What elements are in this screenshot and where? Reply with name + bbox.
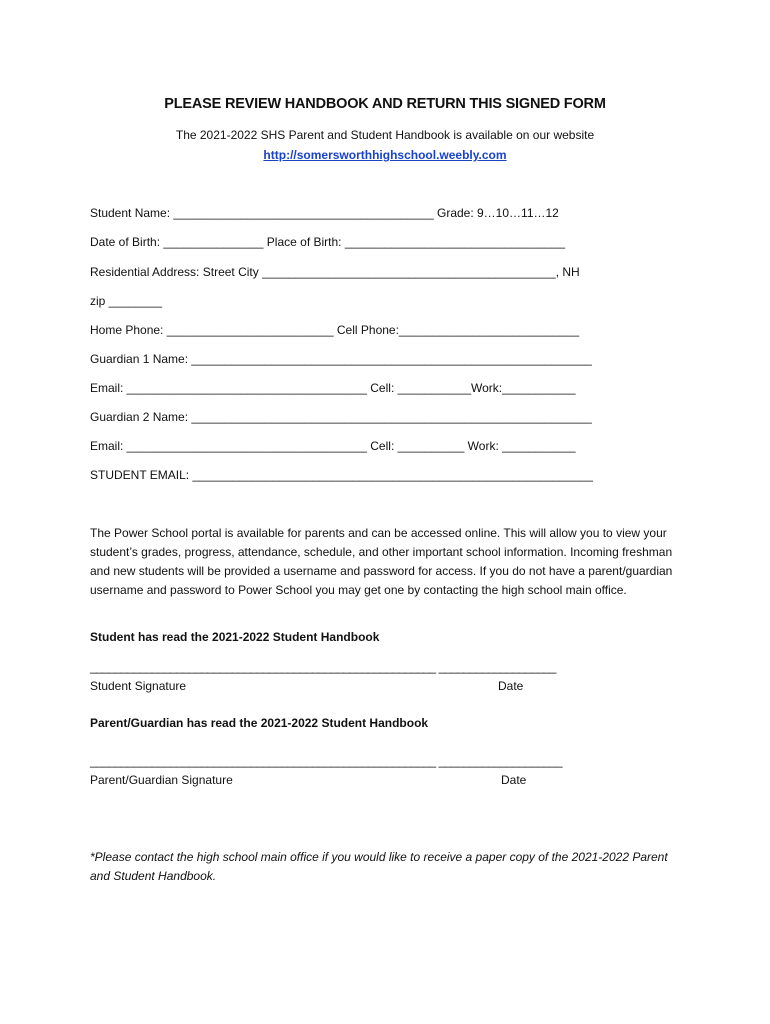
student-email-field[interactable]: STUDENT EMAIL: ____________________________________________________________	[90, 468, 593, 482]
student-name-field[interactable]: Student Name: _______________________________________ Grade: 9…10…11…12	[90, 206, 559, 220]
website-link[interactable]: http://somersworthhighschool.weebly.com	[263, 148, 507, 162]
student-section-heading: Student has read the 2021-2022 Student Handbook	[90, 630, 380, 644]
paper-copy-note: *Please contact the high school main office if you would like to receive a paper copy of the 2021-2022 Parent and Student Handbook.	[90, 850, 668, 883]
guardian1-contact-field[interactable]: Email: ____________________________________ Cell: ___________Work:___________	[90, 381, 576, 395]
student-date-label: Date	[498, 679, 524, 693]
student-signature-line[interactable]: ________________________________________________________ ___________________	[90, 660, 556, 674]
form-subtitle: The 2021-2022 SHS Parent and Student Handbook is available on our website	[175, 128, 595, 142]
address-field[interactable]: Residential Address: Street City ____________________________________________, NH	[90, 265, 580, 279]
parent-signature-line[interactable]: ________________________________________________________ ____________________	[90, 754, 563, 768]
guardian2-contact-field[interactable]: Email: ____________________________________ Cell: __________ Work: ___________	[90, 439, 576, 453]
guardian1-name-field[interactable]: Guardian 1 Name: ____________________________________________________________	[90, 352, 592, 366]
phone-field[interactable]: Home Phone: _________________________ Cell Phone:___________________________	[90, 323, 580, 337]
form-title: PLEASE REVIEW HANDBOOK AND RETURN THIS SIGNED FORM	[164, 96, 606, 112]
student-signature-label: Student Signature	[90, 679, 187, 693]
parent-section-heading: Parent/Guardian has read the 2021-2022 Student Handbook	[90, 716, 429, 730]
parent-date-label: Date	[501, 773, 527, 787]
parent-signature-label: Parent/Guardian Signature	[90, 773, 233, 787]
guardian2-name-field[interactable]: Guardian 2 Name: ____________________________________________________________	[90, 410, 592, 424]
powerschool-paragraph: The Power School portal is available for parents and can be accessed online. This will allow you to view your student’s grades, progress, attendance, schedule, and other important school information. Incoming freshman and new students will be provided a username and password for access. If you do not have a parent/guardian username and password to Power School you may get one by contacting the high school main office.	[90, 526, 673, 597]
birth-field[interactable]: Date of Birth: _______________ Place of Birth: _________________________________	[90, 235, 566, 249]
zip-field[interactable]: zip ________	[90, 294, 163, 308]
